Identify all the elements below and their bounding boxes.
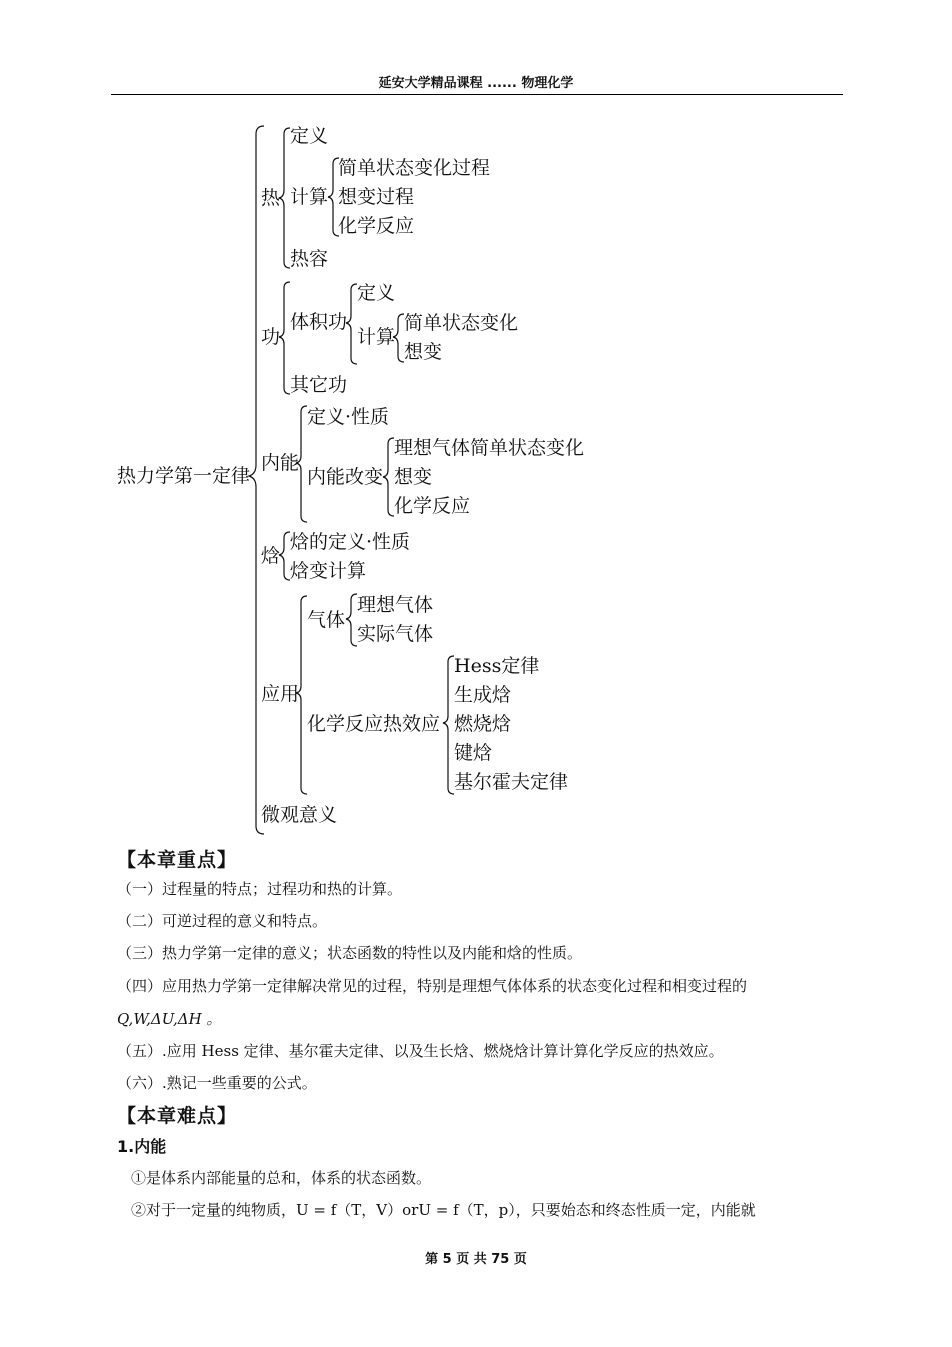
enthalpy-item: 焓变计算 — [290, 560, 367, 582]
key-point-item: （三）热力学第一定律的意义；状态函数的特性以及内能和焓的性质。 — [117, 944, 583, 962]
reaction-item: 燃烧焓 — [454, 713, 512, 735]
internal-change-brace — [383, 438, 394, 516]
internal-definition: 定义·性质 — [307, 406, 390, 428]
tree-root-label: 热力学第一定律 — [117, 465, 251, 487]
internal-change-item: 理想气体简单状态变化 — [394, 437, 585, 459]
reaction-heat-label: 化学反应热效应 — [307, 713, 441, 735]
key-point-item: （四）应用热力学第一定律解决常见的过程，特别是理想气体体系的状态变化过程和相变过程的 — [117, 977, 748, 995]
other-work: 其它功 — [290, 374, 348, 396]
enthalpy-item: 焓的定义·性质 — [290, 531, 411, 553]
reaction-brace — [443, 656, 454, 794]
heat-capacity: 热容 — [290, 248, 329, 270]
internal-change-item: 想变 — [394, 466, 433, 488]
heat-calc-item: 化学反应 — [338, 215, 415, 237]
gas-item: 实际气体 — [357, 623, 434, 645]
difficulty-item: ②对于一定量的纯物质，U = f（T，V）orU = f（T，p），只要始态和终态性质一定，内能就 — [131, 1201, 756, 1219]
volume-work-label: 体积功 — [290, 311, 348, 333]
enthalpy-brace — [279, 532, 290, 580]
application-label: 应用 — [261, 683, 300, 705]
heat-brace — [279, 128, 290, 268]
work-label: 功 — [261, 326, 281, 348]
work-calc-item: 简单状态变化 — [404, 312, 519, 334]
reaction-item: 键焓 — [454, 742, 493, 764]
gas-label: 气体 — [307, 609, 346, 631]
volume-work-calc: 计算 — [357, 326, 396, 348]
internal-change-label: 内能改变 — [307, 466, 384, 488]
page-header-title: 延安大学精品课程 ...... 物理化学 — [378, 76, 574, 91]
page-footer: 第 5 页 共 75 页 — [425, 1252, 527, 1267]
gas-brace — [346, 594, 357, 646]
section-title: 1.内能 — [117, 1137, 167, 1156]
reaction-item: 基尔霍夫定律 — [454, 771, 569, 793]
work-brace — [279, 282, 290, 394]
volume-work-definition: 定义 — [357, 282, 396, 304]
internal-energy-label: 内能 — [261, 452, 300, 474]
difficulty-item: ①是体系内部能量的总和，体系的状态函数。 — [131, 1169, 432, 1187]
gas-item: 理想气体 — [357, 594, 434, 616]
work-calc-item: 想变 — [404, 341, 443, 363]
micro-meaning: 微观意义 — [261, 804, 338, 826]
heat-calc-item: 想变过程 — [338, 186, 415, 208]
heat-label: 热 — [261, 187, 281, 209]
enthalpy-label: 焓 — [261, 545, 281, 567]
key-point-formula: Q,W,ΔU,ΔH 。 — [117, 1010, 222, 1028]
reaction-item: 生成焓 — [454, 684, 512, 706]
internal-change-item: 化学反应 — [394, 495, 471, 517]
key-point-item: （五）.应用 Hess 定律、基尔霍夫定律、以及生长焓、燃烧焓计算计算化学反应的热效应。 — [117, 1042, 724, 1060]
volume-work-brace — [346, 284, 357, 364]
key-points-heading: 【本章重点】 — [117, 849, 238, 871]
heat-calc-item: 简单状态变化过程 — [338, 157, 491, 179]
difficulties-heading: 【本章难点】 — [117, 1105, 238, 1127]
heat-definition: 定义 — [290, 125, 329, 147]
root-brace — [249, 126, 264, 834]
key-point-item: （六）.熟记一些重要的公式。 — [117, 1074, 317, 1092]
heat-calc-label: 计算 — [290, 186, 329, 208]
key-point-item: （二）可逆过程的意义和特点。 — [117, 912, 328, 930]
key-point-item: （一）过程量的特点；过程功和热的计算。 — [117, 880, 403, 898]
reaction-item: Hess定律 — [454, 655, 540, 677]
